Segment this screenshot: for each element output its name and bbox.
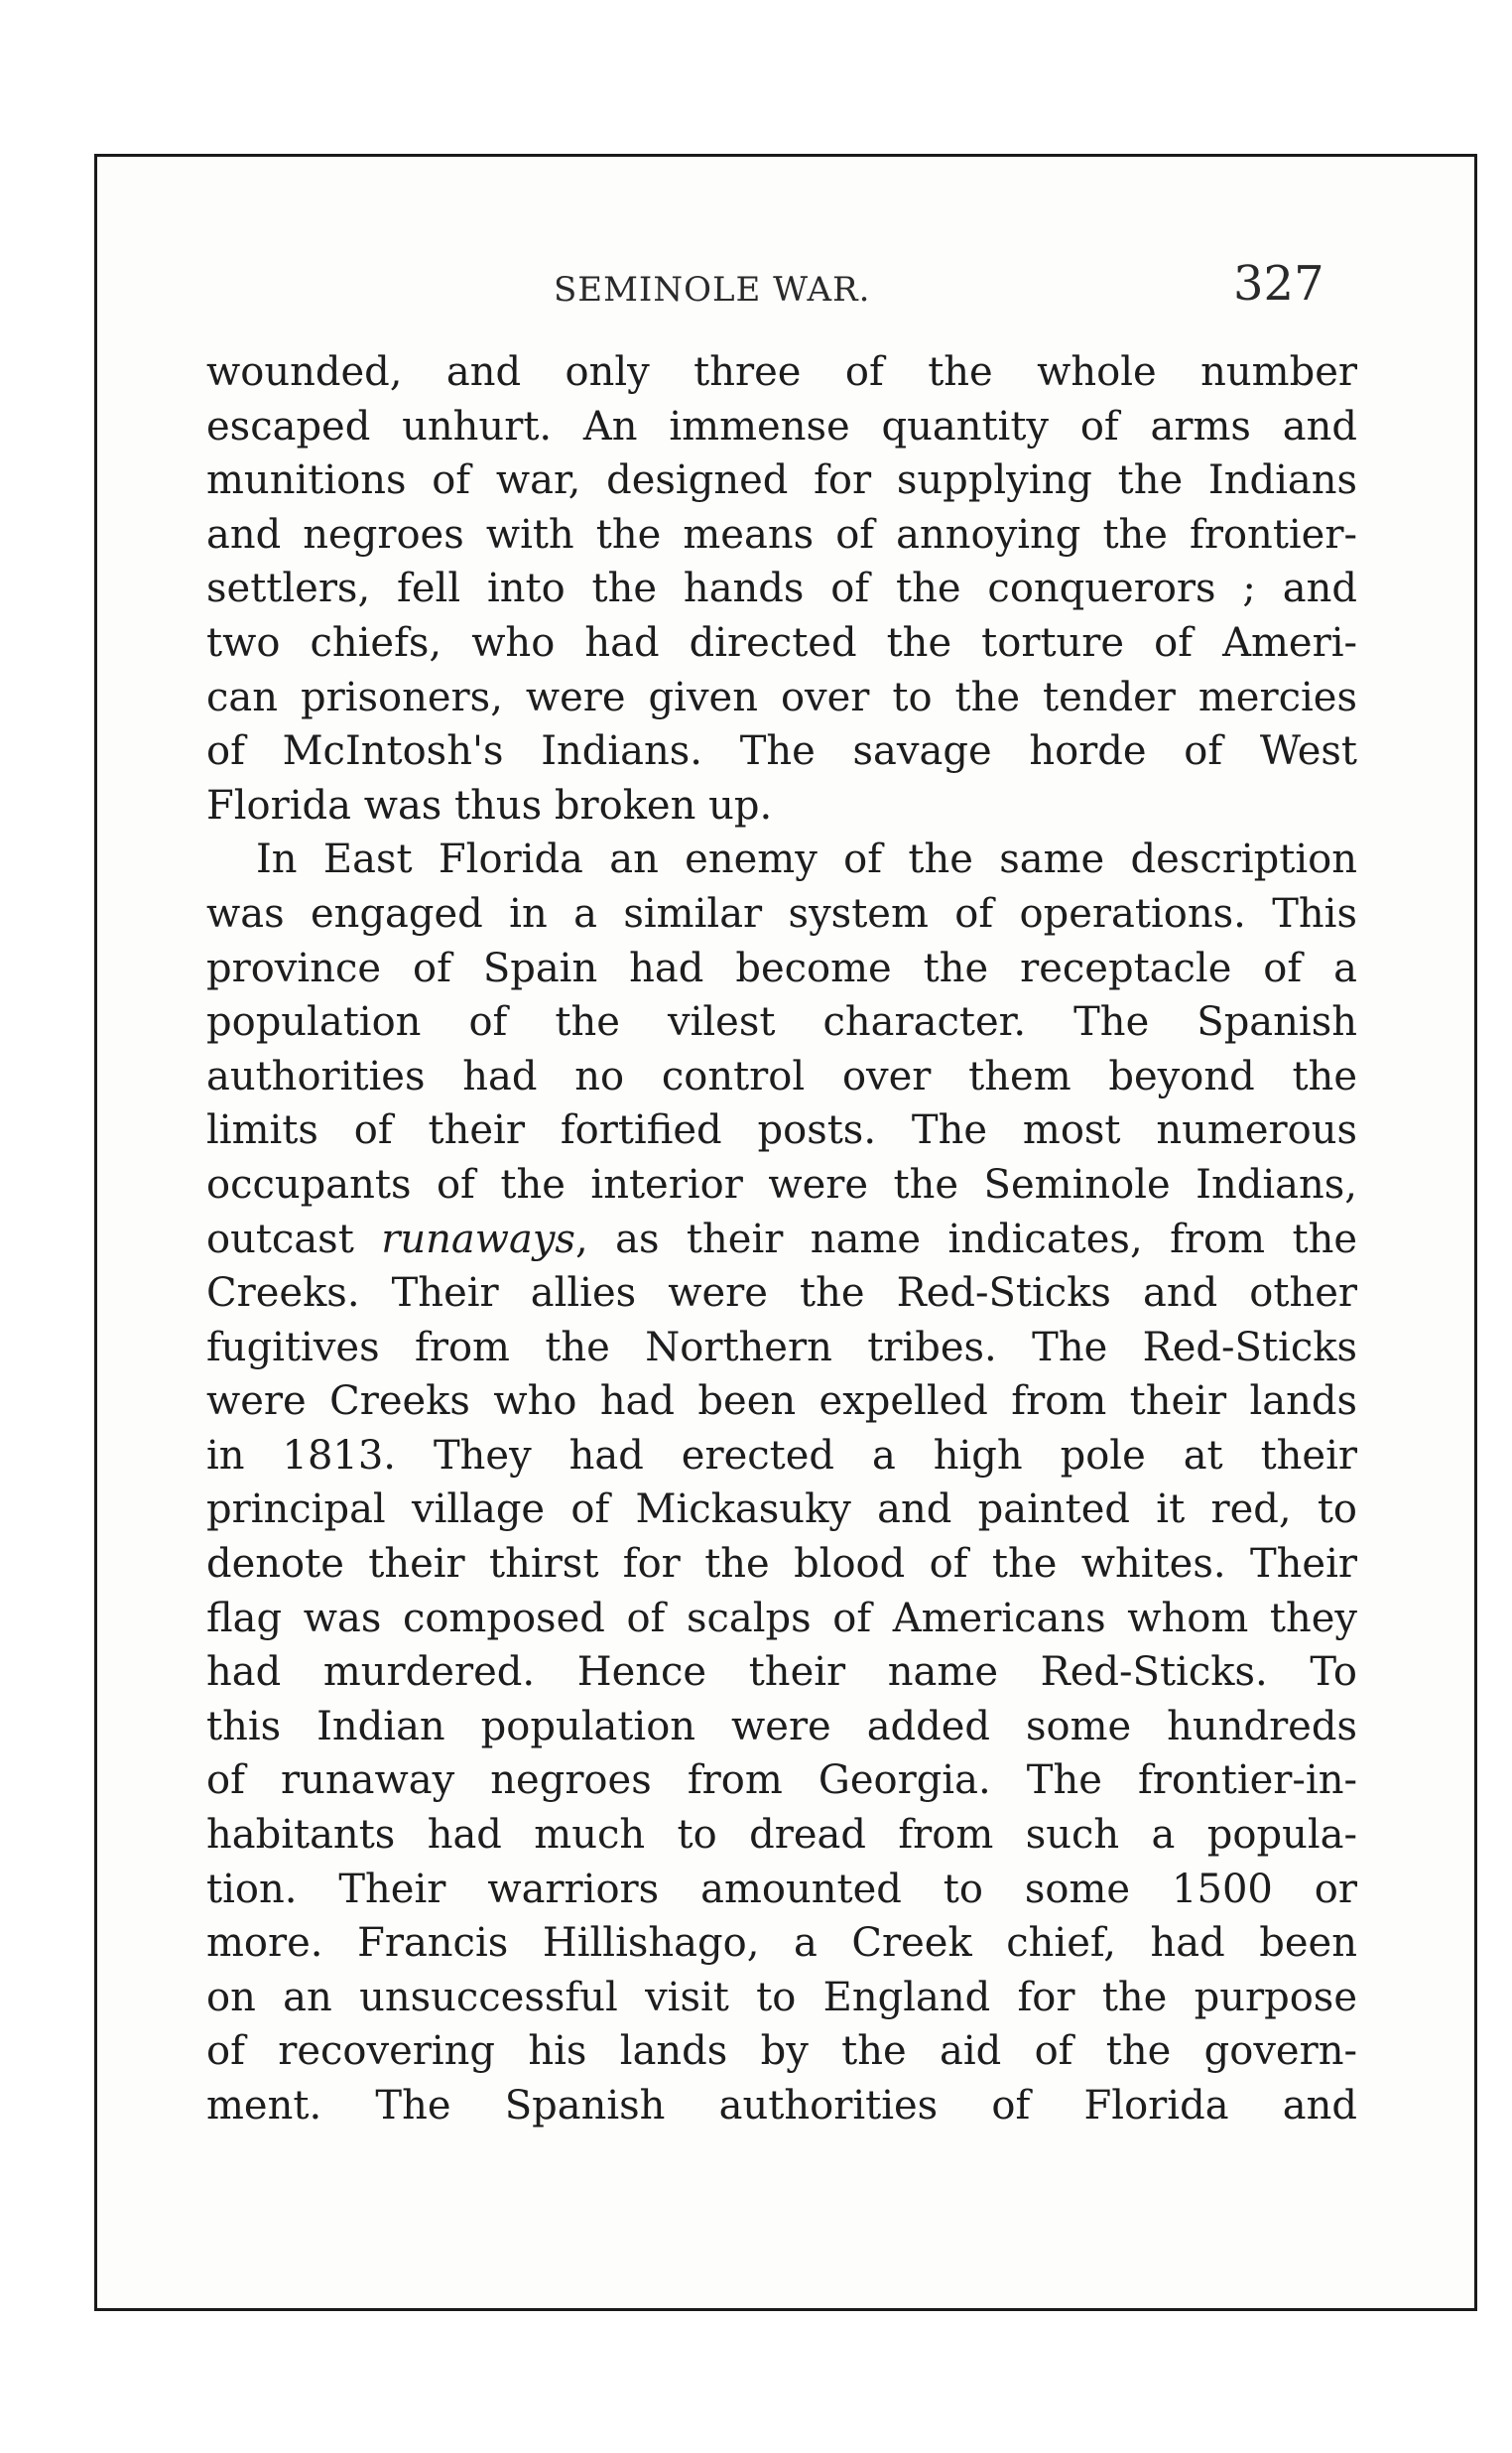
running-head [97,256,1474,316]
paragraph-end-line: Florida was thus broken up. [206,782,773,829]
text-line: this Indian population were added some hundreds [206,1703,1357,1749]
text-line: munitions of war, designed for supplying the Indians [206,457,1357,504]
running-title: SEMINOLE WAR. [554,270,871,310]
text-line: denote their thirst for the blood of the whites. Their [206,1541,1357,1588]
text-line: principal village of Mickasuky and painted it red, to [206,1486,1357,1533]
text-line: limits of their fortified posts. The most numerous [206,1107,1357,1154]
text-line: population of the vilest character. The Spanish [206,999,1357,1046]
text-line: flag was composed of scalps of Americans whom they [206,1595,1357,1641]
text-line: were Creeks who had been expelled from their lands [206,1378,1357,1425]
text-line: fugitives from the Northern tribes. The Red-Sticks [206,1324,1357,1370]
text-line: settlers, fell into the hands of the conquerors ; and [206,566,1357,612]
line-pre: outcast [206,1216,382,1262]
text-line: and negroes with the means of annoying the frontier- [206,511,1357,558]
italic-word: runaways [381,1216,575,1262]
text-line-with-italic [206,1213,1357,1267]
text-line: habitants had much to dread from such a popula- [206,1812,1357,1859]
text-line: escaped unhurt. An immense quantity of arms and [206,403,1357,450]
text-line: of McIntosh's Indians. The savage horde of West [206,728,1357,775]
text-line: two chiefs, who had directed the torture of Ameri- [206,619,1357,666]
body-text [206,345,1357,2133]
text-line: had murdered. Hence their name Red-Sticks. To [206,1649,1357,1696]
paragraph-start-line: In East Florida an enemy of the same description [256,837,1357,883]
text-line: of runaway negroes from Georgia. The frontier-in- [206,1757,1357,1804]
page-frame [94,154,1477,2311]
text-line: tion. Their warriors amounted to some 1500 or [206,1866,1357,1912]
text-line: can prisoners, were given over to the tender mercies [206,674,1357,720]
text-line: in 1813. They had erected a high pole at their [206,1432,1357,1479]
text-line: authorities had no control over them beyond the [206,1053,1357,1099]
text-line: wounded, and only three of the whole number [206,349,1357,395]
text-line: occupants of the interior were the Seminole Indians, [206,1161,1357,1208]
text-line: on an unsuccessful visit to England for the purpose [206,1974,1357,2020]
text-line: of recovering his lands by the aid of the govern- [206,2028,1357,2075]
text-line: Creeks. Their allies were the Red-Sticks and other [206,1270,1357,1317]
text-line: ment. The Spanish authorities of Florida and [206,2083,1357,2129]
text-line: was engaged in a similar system of operations. This [206,890,1357,937]
line-post: , as their name indicates, from the [574,1216,1358,1262]
page-number: 327 [1233,256,1324,312]
text-line: more. Francis Hillishago, a Creek chief, had been [206,1920,1357,1967]
text-line: province of Spain had become the receptacle of a [206,945,1357,991]
